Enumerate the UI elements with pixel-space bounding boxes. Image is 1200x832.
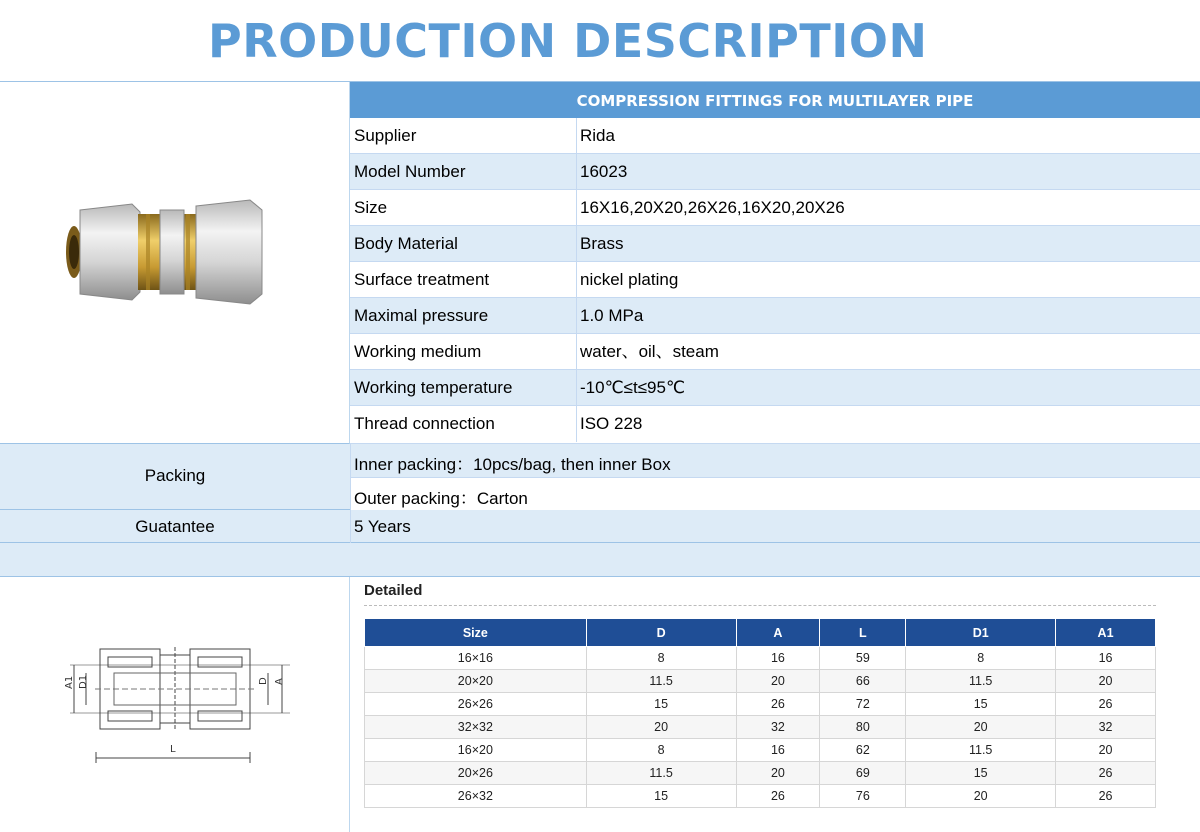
packing-label: Packing	[144, 466, 206, 485]
table-row	[365, 762, 1156, 785]
table-cell: 11.5	[906, 739, 1056, 762]
spec-table-header: COMPRESSION FITTINGS FOR MULTILAYER PIPE	[350, 82, 1200, 118]
product-photo-cell	[0, 82, 350, 444]
table-cell: 16	[736, 647, 820, 670]
spec-key: Supplier	[354, 126, 417, 145]
table-cell: 26	[1056, 693, 1156, 716]
spec-value: ISO 228	[580, 414, 643, 433]
table-cell: 20	[906, 716, 1056, 739]
spec-row-working-medium	[350, 334, 1200, 370]
guarantee-label: Guatantee	[135, 517, 215, 536]
outer-packing: Outer packing：Carton	[354, 489, 528, 508]
table-cell: 20	[1056, 739, 1156, 762]
cell-divider	[576, 406, 577, 442]
table-row	[365, 670, 1156, 693]
label-l: L	[170, 744, 176, 755]
spec-key: Working medium	[354, 342, 482, 361]
table-cell: 20×26	[365, 762, 587, 785]
spec-value: 16X16,20X20,26X26,16X20,20X26	[580, 198, 845, 217]
label-d: D	[258, 677, 269, 685]
table-cell: 16×20	[365, 739, 587, 762]
table-cell: 20	[736, 670, 820, 693]
packing-row	[0, 444, 1200, 510]
spec-key: Size	[354, 198, 388, 217]
spec-row-maximal-pressure	[350, 298, 1200, 334]
table-cell: 11.5	[586, 762, 736, 785]
dimension-table	[364, 618, 1156, 808]
cell-divider	[576, 154, 577, 190]
table-cell: 66	[820, 670, 906, 693]
cell-divider	[576, 118, 577, 154]
col-header-size: Size	[365, 619, 587, 647]
spec-value: Brass	[580, 234, 624, 253]
spec-value: 1.0 MPa	[580, 306, 644, 325]
table-row	[365, 785, 1156, 808]
table-cell: 8	[906, 647, 1056, 670]
inner-packing: Inner packing：10pcs/bag, then inner Box	[354, 455, 671, 474]
table-row	[365, 716, 1156, 739]
table-cell: 26	[736, 693, 820, 716]
table-cell: 80	[820, 716, 906, 739]
spec-row-body-material	[350, 226, 1200, 262]
col-header-a: A	[736, 619, 820, 647]
spacer-row	[0, 543, 1200, 577]
spec-row-working-temperature	[350, 370, 1200, 406]
table-cell: 16×16	[365, 647, 587, 670]
cell-divider	[576, 298, 577, 334]
table-cell: 20×20	[365, 670, 587, 693]
detailed-title: Detailed	[364, 582, 423, 599]
technical-drawing	[0, 577, 350, 832]
table-row	[365, 739, 1156, 762]
spec-key: Thread connection	[354, 414, 495, 433]
spec-row-thread-connection	[350, 406, 1200, 444]
cell-divider	[350, 510, 351, 543]
spec-value: -10℃≤t≤95℃	[580, 378, 686, 397]
cell-divider	[576, 334, 577, 370]
product-photo	[0, 82, 350, 444]
table-cell: 76	[820, 785, 906, 808]
label-a: A	[274, 678, 285, 685]
table-cell: 20	[736, 762, 820, 785]
table-cell: 62	[820, 739, 906, 762]
spec-key: Model Number	[354, 162, 466, 181]
spec-value: Rida	[580, 126, 615, 145]
table-cell: 32×32	[365, 716, 587, 739]
cell-divider	[576, 190, 577, 226]
table-cell: 15	[586, 693, 736, 716]
col-header-a1: A1	[1056, 619, 1156, 647]
title-row	[0, 0, 1200, 82]
table-cell: 20	[586, 716, 736, 739]
spec-row-supplier	[350, 118, 1200, 154]
spec-value: nickel plating	[580, 270, 679, 289]
spec-key: Surface treatment	[354, 270, 490, 289]
label-d1: D1	[78, 674, 89, 689]
guarantee-value: 5 Years	[354, 517, 411, 536]
label-a1: A1	[64, 675, 75, 689]
table-cell: 69	[820, 762, 906, 785]
cell-divider	[576, 262, 577, 298]
table-cell: 26×32	[365, 785, 587, 808]
table-row	[365, 647, 1156, 670]
table-cell: 59	[820, 647, 906, 670]
table-cell: 11.5	[586, 670, 736, 693]
table-cell: 15	[906, 762, 1056, 785]
spec-key: Working temperature	[354, 378, 513, 397]
table-cell: 8	[586, 739, 736, 762]
table-cell: 20	[906, 785, 1056, 808]
table-cell: 32	[1056, 716, 1156, 739]
spec-value: 16023	[580, 162, 628, 181]
spec-row-surface-treatment	[350, 262, 1200, 298]
table-cell: 72	[820, 693, 906, 716]
dashed-divider	[364, 605, 1156, 606]
cell-divider	[576, 370, 577, 406]
table-cell: 26	[1056, 785, 1156, 808]
col-header-d1: D1	[906, 619, 1056, 647]
guarantee-row	[0, 510, 1200, 543]
col-header-l: L	[820, 619, 906, 647]
col-header-d: D	[586, 619, 736, 647]
table-cell: 16	[1056, 647, 1156, 670]
table-cell: 11.5	[906, 670, 1056, 693]
cell-divider	[350, 444, 351, 510]
spec-key: Maximal pressure	[354, 306, 489, 325]
table-cell: 16	[736, 739, 820, 762]
spec-row-model-number	[350, 154, 1200, 190]
spec-key: Body Material	[354, 234, 458, 253]
cell-divider	[576, 226, 577, 262]
spec-row-size	[350, 190, 1200, 226]
table-cell: 32	[736, 716, 820, 739]
spec-value: water、oil、steam	[580, 342, 719, 361]
table-row	[365, 693, 1156, 716]
page-title: PRODUCTION DESCRIPTION	[208, 14, 928, 68]
drawing-cell	[0, 577, 350, 832]
table-cell: 26	[736, 785, 820, 808]
table-cell: 8	[586, 647, 736, 670]
table-cell: 26×26	[365, 693, 587, 716]
table-header-row	[365, 619, 1156, 647]
table-cell: 26	[1056, 762, 1156, 785]
table-cell: 15	[906, 693, 1056, 716]
table-cell: 20	[1056, 670, 1156, 693]
table-cell: 15	[586, 785, 736, 808]
